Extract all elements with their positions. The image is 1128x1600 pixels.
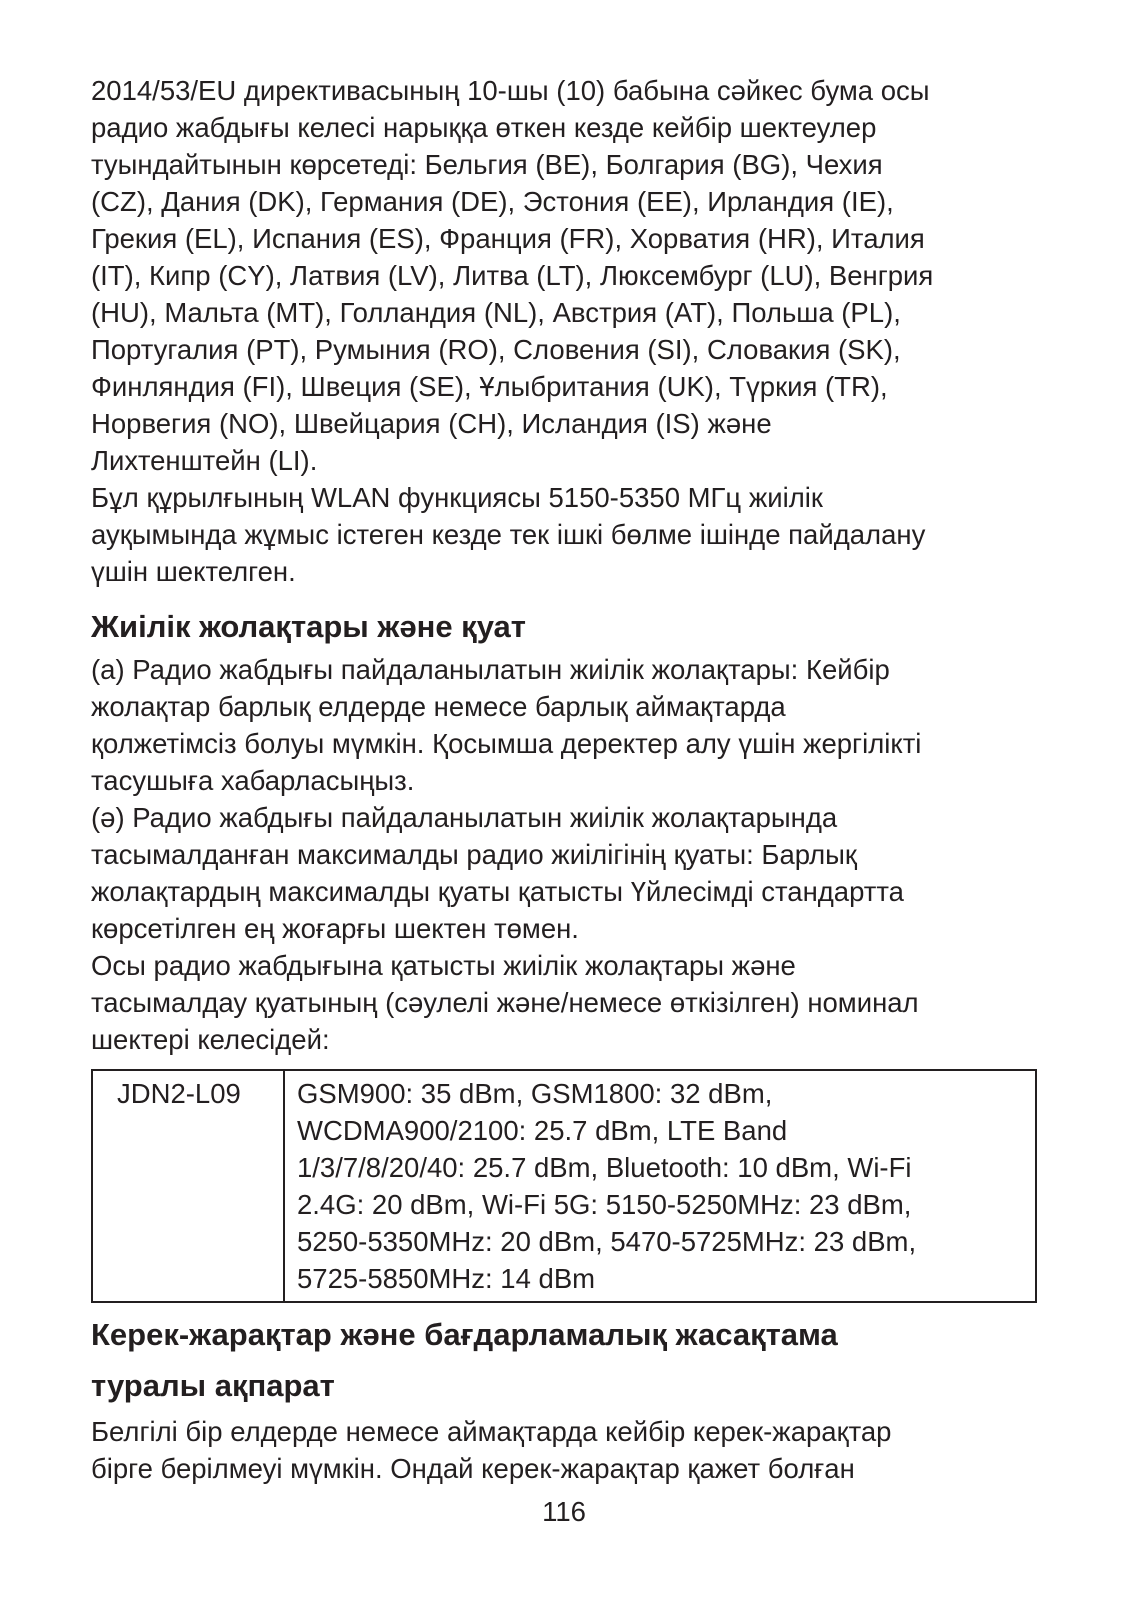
document-page	[91, 72, 1039, 1487]
frequency-bands-heading: Жиілік жолақтары және қуат	[91, 609, 526, 644]
directive-restrictions-paragraph: 2014/53/EU директивасының 10-шы (10) бабына сәйкес бума осы радио жабдығы келесі нарыққа өткен кезде кейбір шектеулер туындайтынын көрсетеді: Бельгия (BE), Болгария (BG), Чехия (CZ), Дания (DK), Германия (DE), Эстония (EE), Ирландия (IE), Грекия (EL), Испания (ES), Франция (FR), Хорватия (HR), Италия (IT), Кипр (CY), Латвия (LV), Литва (LT), Люксембург (LU), Венгрия (HU), Мальта (MT), Голландия (NL), Австрия (AT), Польша (PL), Португалия (PT), Румыния (RO), Словения (SI), Словакия (SK), Финляндия (FI), Швеция (SE), Ұлыбритания (UK), Түркия (TR), Норвегия (NO), Швейцария (CH), Исландия (IS) және Лихтенштейн (LI).	[91, 75, 934, 476]
bands-paragraph-b: (ә) Радио жабдығы пайдаланылатын жиілік жолақтарында тасымалданған максималды радио жиілігінің қуаты: Барлық жолақтардың максималды қуаты қатысты Үйлесімді стандартта көрсетілген ең жоғарғы шектен төмен.	[91, 802, 904, 944]
table-row	[92, 1070, 1036, 1302]
model-cell: JDN2-L09	[92, 1070, 284, 1302]
accessories-software-heading: Керек-жарақтар және бағдарламалық жасақтама туралы ақпарат	[91, 1317, 838, 1403]
limits-intro-paragraph: Осы радио жабдығына қатысты жиілік жолақтары және тасымалдау қуатының (сәулелі және/немесе өткізілген) номинал шектері келесідей:	[91, 950, 919, 1055]
power-limits-table	[91, 1069, 1037, 1303]
wlan-indoor-paragraph: Бұл құрылғының WLAN функциясы 5150-5350 МГц жиілік ауқымында жұмыс істеген кезде тек ішкі бөлме ішінде пайдалану үшін шектелген.	[91, 482, 926, 587]
accessories-paragraph: Белгілі бір елдерде немесе аймақтарда кейбір керек-жарақтар бірге берілмеуі мүмкін. Ондай керек-жарақтар қажет болған	[91, 1416, 892, 1484]
bands-paragraph-a: (а) Радио жабдығы пайдаланылатын жиілік жолақтары: Кейбір жолақтар барлық елдерде немесе барлық аймақтарда қолжетімсіз болуы мүмкін. Қосымша деректер алу үшін жергілікті тасушыға хабарласыңыз.	[91, 654, 922, 796]
power-values-cell: GSM900: 35 dBm, GSM1800: 32 dBm, WCDMA900/2100: 25.7 dBm, LTE Band 1/3/7/8/20/40: 25.7 dBm, Bluetooth: 10 dBm, Wi-Fi 2.4G: 20 dBm, Wi-Fi 5G: 5150-5250MHz: 23 dBm, 5250-5350MHz: 20 dBm, 5470-5725MHz: 23 dBm, 5725-5850MHz: 14 dBm	[284, 1070, 1036, 1302]
page-number: 116	[542, 1496, 586, 1527]
